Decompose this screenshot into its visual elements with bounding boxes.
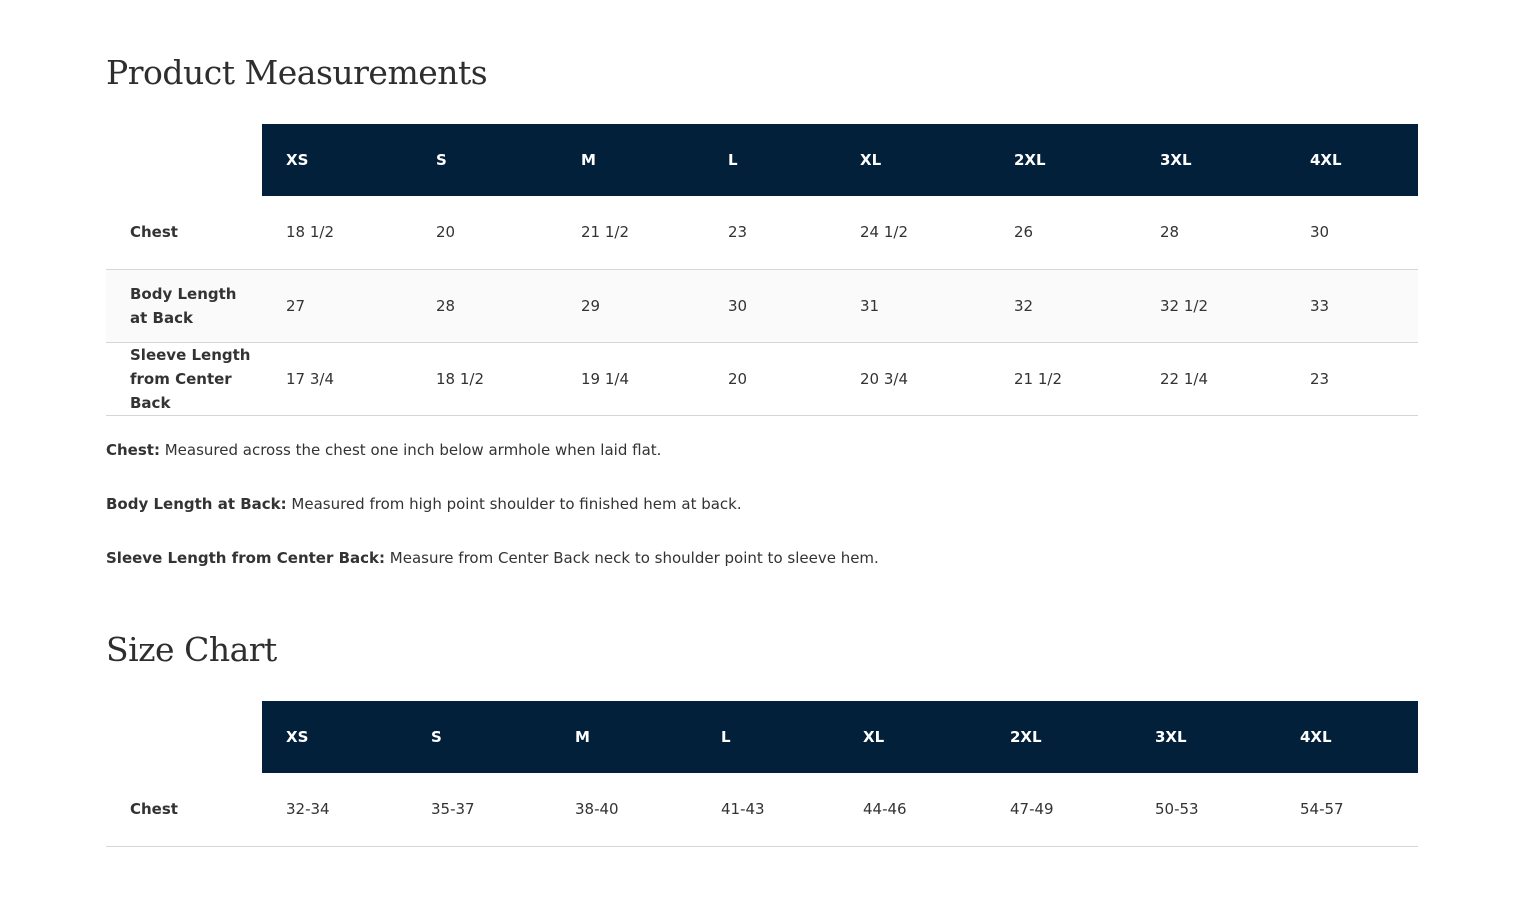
note-text: Measure from Center Back neck to shoulder point to sleeve hem. (385, 549, 879, 567)
table-cell: 47-49 (986, 773, 1131, 846)
table-cell: 44-46 (839, 773, 986, 846)
table-cell: 54-57 (1276, 773, 1418, 846)
note-text: Measured from high point shoulder to finished hem at back. (286, 495, 742, 513)
size-header-s: S (407, 701, 551, 773)
table-cell: 18 1/2 (262, 196, 412, 269)
size-header-l: L (697, 701, 839, 773)
table-cell: 19 1/4 (557, 342, 704, 415)
note-term: Chest: (106, 441, 160, 459)
table-row-body-length (106, 269, 1418, 342)
note-sleeve-length (106, 546, 1418, 570)
table-row-sleeve-length (106, 342, 1418, 415)
note-term: Sleeve Length from Center Back: (106, 549, 386, 567)
table-cell: 20 3/4 (836, 342, 990, 415)
table-cell: 23 (704, 196, 836, 269)
table-cell: 32 1/2 (1136, 269, 1286, 342)
size-header-xl: XL (836, 124, 990, 196)
table-cell: 35-37 (407, 773, 551, 846)
table-cell: 29 (557, 269, 704, 342)
note-body-length (106, 492, 1418, 516)
table-cell: 30 (704, 269, 836, 342)
header-corner-cell (106, 701, 262, 773)
table-cell: 20 (704, 342, 836, 415)
size-header-m: M (551, 701, 697, 773)
size-chart-title: Size Chart (106, 630, 277, 669)
table-cell: 41-43 (697, 773, 839, 846)
note-term: Body Length at Back: (106, 495, 287, 513)
table-cell: 32 (990, 269, 1136, 342)
table-cell: 28 (412, 269, 557, 342)
size-chart-table (106, 701, 1418, 847)
size-header-xs: XS (262, 701, 407, 773)
size-header-row (106, 124, 1418, 196)
size-header-row (106, 701, 1418, 773)
size-header-2xl: 2XL (986, 701, 1131, 773)
row-label: Body Length at Back (106, 269, 262, 342)
table-cell: 26 (990, 196, 1136, 269)
header-corner-cell (106, 124, 262, 196)
table-cell: 24 1/2 (836, 196, 990, 269)
table-cell: 38-40 (551, 773, 697, 846)
row-label: Chest (106, 196, 262, 269)
size-header-3xl: 3XL (1131, 701, 1276, 773)
table-cell: 32-34 (262, 773, 407, 846)
table-cell: 50-53 (1131, 773, 1276, 846)
note-text: Measured across the chest one inch below armhole when laid flat. (159, 441, 662, 459)
table-cell: 23 (1286, 342, 1418, 415)
measurement-notes (106, 438, 1418, 600)
table-cell: 21 1/2 (990, 342, 1136, 415)
size-header-xs: XS (262, 124, 412, 196)
table-cell: 27 (262, 269, 412, 342)
table-cell: 31 (836, 269, 990, 342)
table-row-chest (106, 773, 1418, 846)
size-header-3xl: 3XL (1136, 124, 1286, 196)
row-label: Sleeve Length from Center Back (106, 342, 262, 415)
table-cell: 33 (1286, 269, 1418, 342)
size-header-2xl: 2XL (990, 124, 1136, 196)
size-header-4xl: 4XL (1286, 124, 1418, 196)
size-header-4xl: 4XL (1276, 701, 1418, 773)
table-row-chest (106, 196, 1418, 269)
table-cell: 22 1/4 (1136, 342, 1286, 415)
row-label: Chest (106, 773, 262, 846)
note-chest (106, 438, 1418, 462)
table-cell: 17 3/4 (262, 342, 412, 415)
table-cell: 30 (1286, 196, 1418, 269)
size-header-l: L (704, 124, 836, 196)
size-header-xl: XL (839, 701, 986, 773)
table-cell: 28 (1136, 196, 1286, 269)
table-cell: 20 (412, 196, 557, 269)
size-header-s: S (412, 124, 557, 196)
table-cell: 21 1/2 (557, 196, 704, 269)
table-cell: 18 1/2 (412, 342, 557, 415)
product-measurements-table (106, 124, 1418, 416)
size-header-m: M (557, 124, 704, 196)
product-measurements-title: Product Measurements (106, 53, 488, 92)
